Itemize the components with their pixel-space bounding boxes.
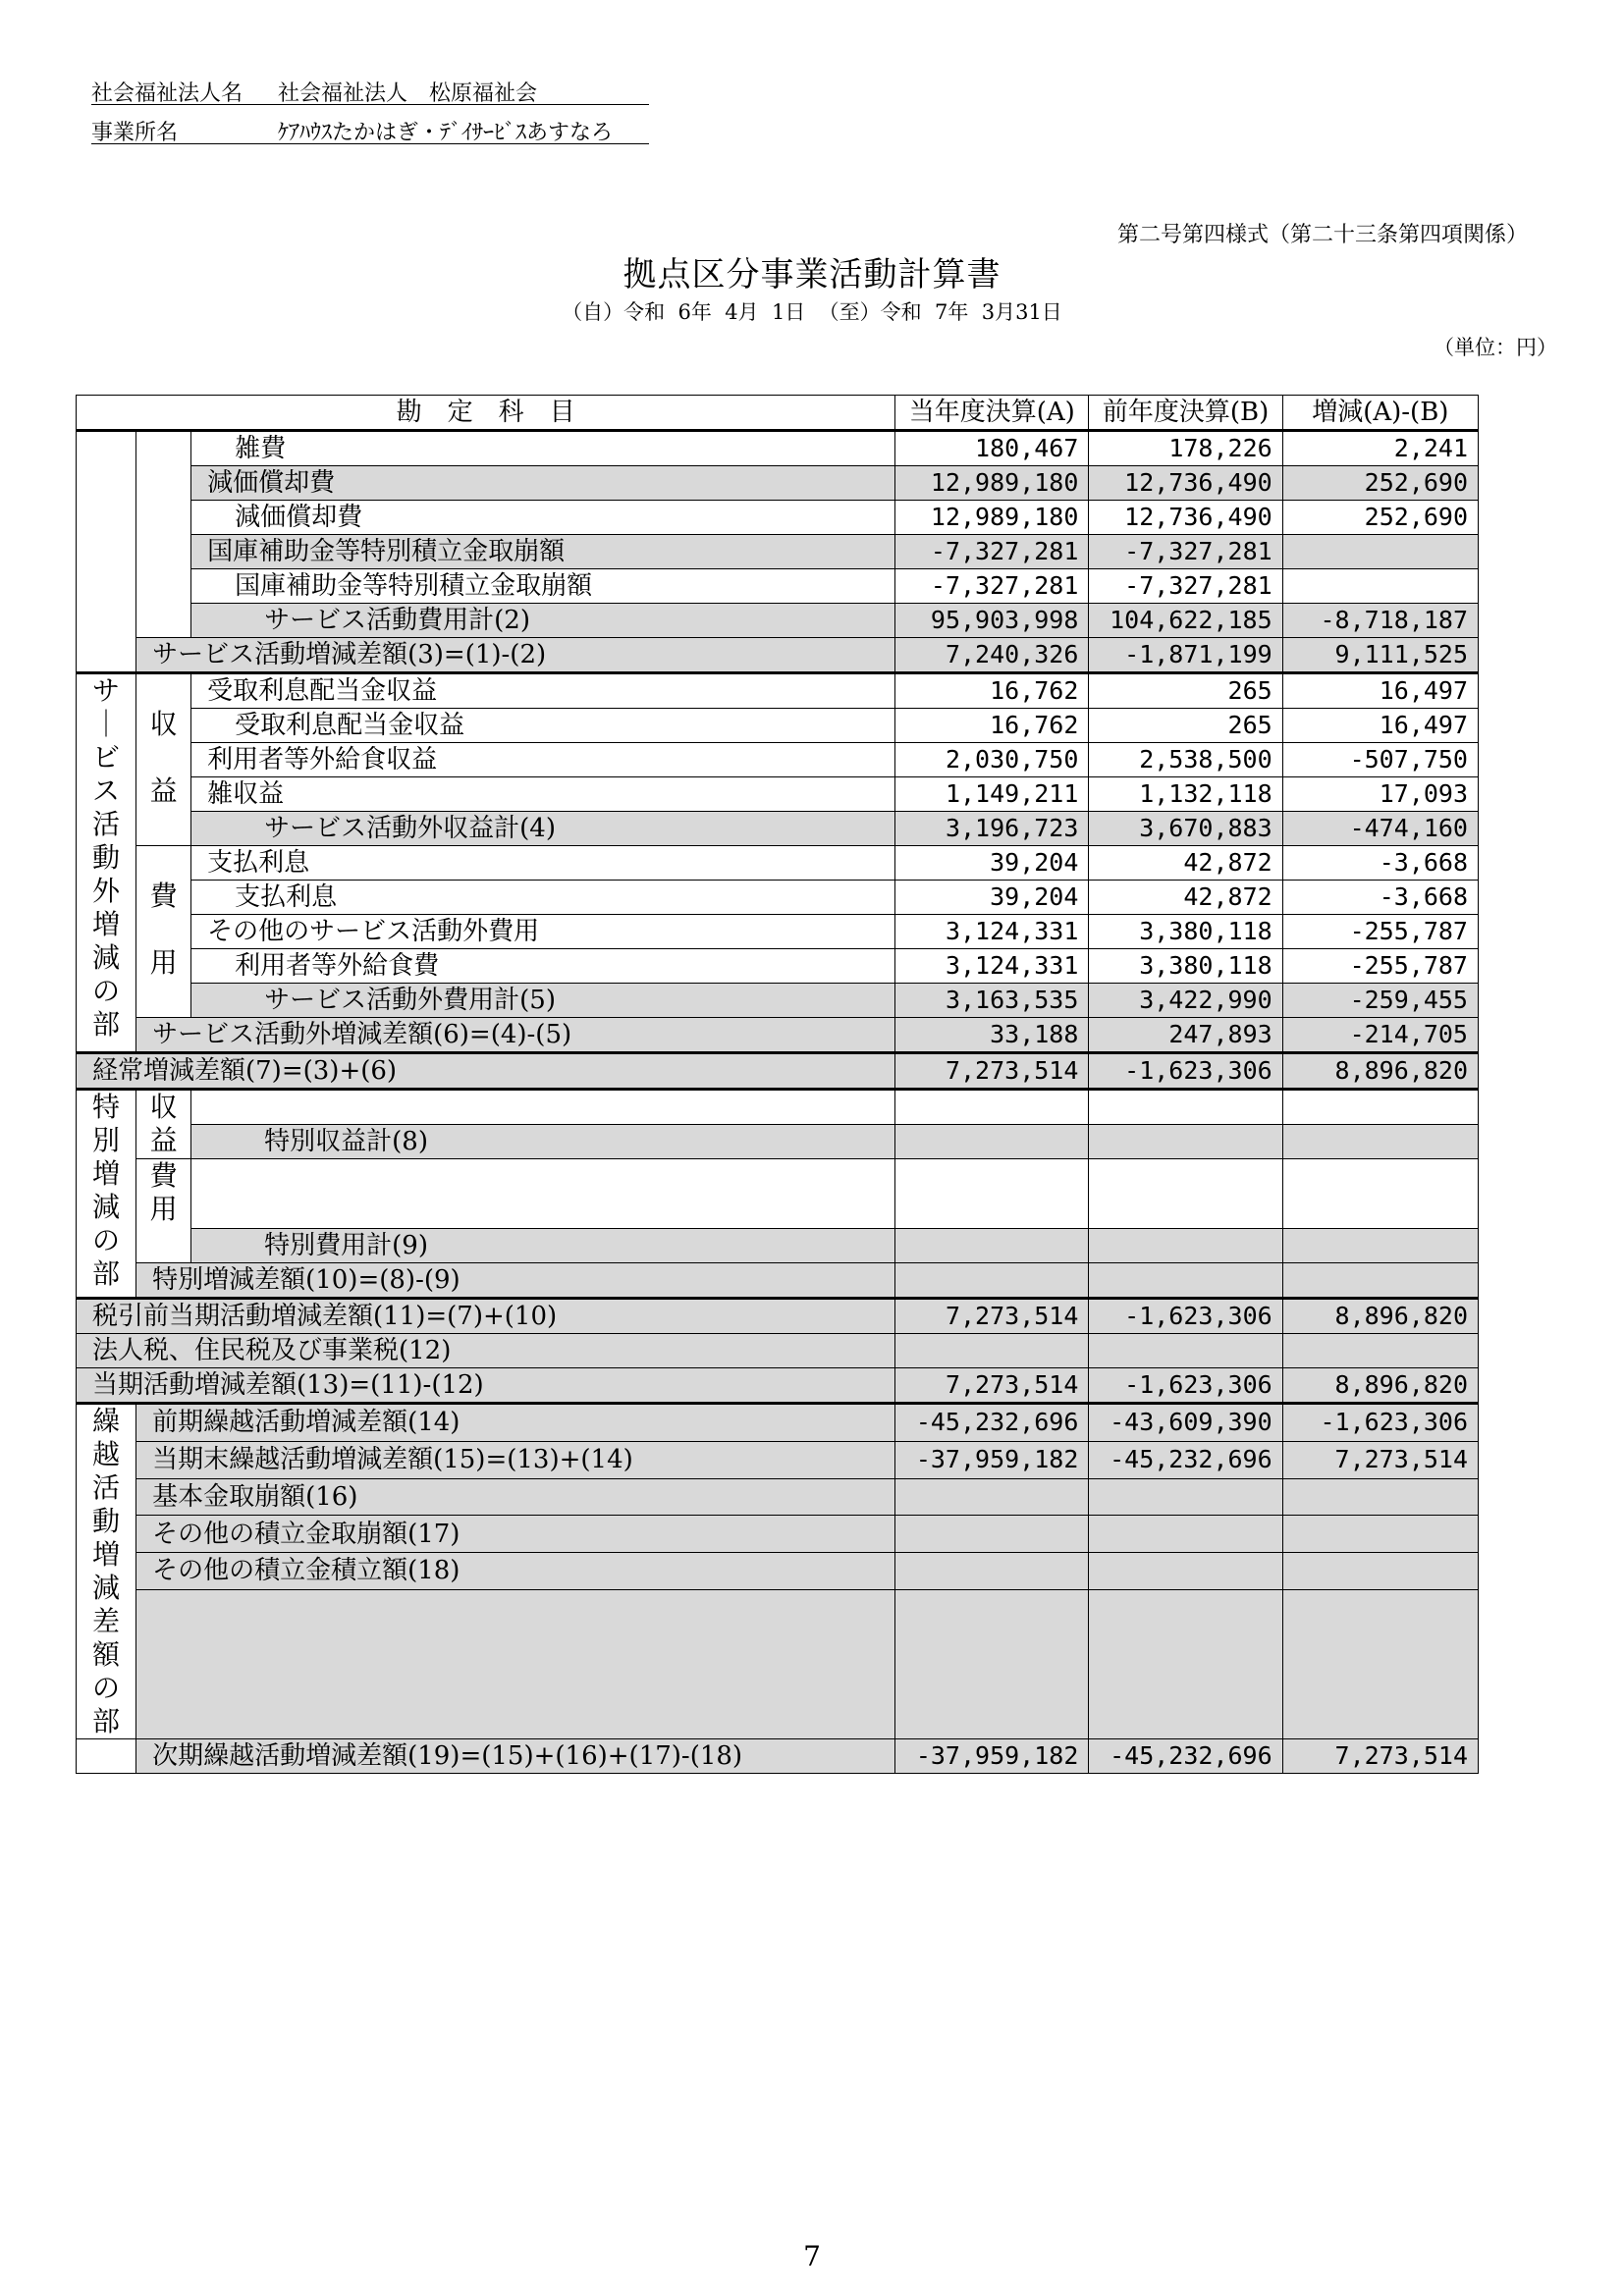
row-label: 国庫補助金等特別積立金取崩額 — [191, 569, 895, 604]
value-current: 2,030,750 — [895, 743, 1089, 777]
table-row — [77, 1053, 1479, 1090]
value-current: 33,188 — [895, 1018, 1089, 1053]
activity-statement-table — [76, 395, 1479, 1774]
value-previous: 2,538,500 — [1089, 743, 1282, 777]
group-label-special-expense: 費 用 — [136, 1159, 191, 1263]
table-row — [77, 1739, 1479, 1774]
value-diff: -507,750 — [1282, 743, 1478, 777]
value-diff: -259,455 — [1282, 984, 1478, 1018]
row-label: 前期繰越活動増減差額(14) — [136, 1404, 895, 1442]
row-label: サービス活動増減差額(3)=(1)-(2) — [136, 638, 895, 673]
row-label: 支払利息 — [191, 881, 895, 915]
value-diff: 8,896,820 — [1282, 1368, 1478, 1404]
table-row — [77, 1018, 1479, 1053]
row-label: 基本金取崩額(16) — [136, 1478, 895, 1516]
corporation-line — [91, 77, 537, 107]
value-current — [895, 1263, 1089, 1299]
value-previous — [1089, 1478, 1282, 1516]
group-label-expense — [136, 846, 191, 1018]
table-row — [77, 777, 1479, 812]
value-diff — [1282, 1090, 1478, 1125]
value-previous: -7,327,281 — [1089, 569, 1282, 604]
fiscal-period: （自）令和 6年 4月 1日 （至）令和 7年 3月31日 — [562, 300, 1062, 324]
value-diff: -1,623,306 — [1282, 1404, 1478, 1442]
table-row — [77, 915, 1479, 949]
value-current — [895, 1090, 1089, 1125]
value-current — [895, 1229, 1089, 1263]
value-current: 39,204 — [895, 846, 1089, 881]
value-previous — [1089, 1159, 1282, 1229]
table-row — [77, 743, 1479, 777]
value-diff: -474,160 — [1282, 812, 1478, 846]
value-previous — [1089, 1516, 1282, 1553]
table-row — [77, 1516, 1479, 1553]
row-label: 国庫補助金等特別積立金取崩額 — [191, 535, 895, 569]
value-previous — [1089, 1229, 1282, 1263]
expense-text: 費 用 — [149, 880, 178, 979]
row-label: 次期繰越活動増減差額(19)=(15)+(16)+(17)-(18) — [136, 1739, 895, 1774]
header-previous: 前年度決算(B) — [1089, 396, 1282, 431]
value-diff — [1282, 569, 1478, 604]
table-row — [77, 1404, 1479, 1442]
table-row — [77, 949, 1479, 984]
value-previous — [1089, 1334, 1282, 1368]
value-previous: -1,623,306 — [1089, 1053, 1282, 1090]
value-current: 7,273,514 — [895, 1299, 1089, 1334]
table-row — [77, 673, 1479, 709]
table-row — [77, 709, 1479, 743]
value-previous: -45,232,696 — [1089, 1739, 1282, 1774]
value-previous — [1089, 1263, 1282, 1299]
group-label-income — [136, 673, 191, 846]
value-previous: 247,893 — [1089, 1018, 1282, 1053]
row-label: 支払利息 — [191, 846, 895, 881]
value-previous: 12,736,490 — [1089, 501, 1282, 535]
row-label: 利用者等外給食費 — [191, 949, 895, 984]
value-diff — [1282, 1263, 1478, 1299]
table-row — [77, 1553, 1479, 1590]
table-row — [77, 501, 1479, 535]
table-row — [77, 535, 1479, 569]
value-previous — [1089, 1589, 1282, 1738]
table-row — [77, 431, 1479, 466]
table-row — [77, 1441, 1479, 1478]
row-label: その他の積立金積立額(18) — [136, 1553, 895, 1590]
value-previous: 12,736,490 — [1089, 466, 1282, 501]
page-title: 拠点区分事業活動計算書 — [623, 255, 1001, 294]
value-diff: 8,896,820 — [1282, 1053, 1478, 1090]
table-row — [77, 604, 1479, 638]
value-diff — [1282, 1334, 1478, 1368]
value-diff: 16,497 — [1282, 673, 1478, 709]
table-header-row — [77, 396, 1479, 431]
table-row — [77, 569, 1479, 604]
table-row — [77, 1125, 1479, 1159]
table-row — [77, 1229, 1479, 1263]
value-previous: 104,622,185 — [1089, 604, 1282, 638]
corporation-name: 社会福祉法人 松原福祉会 — [278, 81, 538, 106]
value-current: 3,124,331 — [895, 949, 1089, 984]
row-label: 特別収益計(8) — [191, 1125, 895, 1159]
value-current — [895, 1516, 1089, 1553]
value-diff — [1282, 1159, 1478, 1229]
value-current — [895, 1589, 1089, 1738]
table-row — [77, 466, 1479, 501]
empty-row — [191, 1159, 895, 1229]
value-current: -45,232,696 — [895, 1404, 1089, 1442]
table-row — [77, 1368, 1479, 1404]
value-diff — [1282, 1229, 1478, 1263]
value-current: 16,762 — [895, 673, 1089, 709]
row-label: サービス活動費用計(2) — [191, 604, 895, 638]
value-current: 3,196,723 — [895, 812, 1089, 846]
row-label: 当期末繰越活動増減差額(15)=(13)+(14) — [136, 1441, 895, 1478]
value-diff: 9,111,525 — [1282, 638, 1478, 673]
unit-label: （単位：円） — [1434, 336, 1557, 359]
table-row — [77, 1299, 1479, 1334]
group-label-special: 特 別 増 減 の 部 — [77, 1090, 136, 1299]
value-previous: 3,422,990 — [1089, 984, 1282, 1018]
row-label: 受取利息配当金収益 — [191, 673, 895, 709]
value-previous: 42,872 — [1089, 881, 1282, 915]
table-row — [77, 1334, 1479, 1368]
value-diff — [1282, 1516, 1478, 1553]
value-previous: -45,232,696 — [1089, 1441, 1282, 1478]
value-previous: 3,380,118 — [1089, 915, 1282, 949]
row-label: 当期活動増減差額(13)=(11)-(12) — [77, 1368, 895, 1404]
group-cell-blank — [77, 431, 136, 638]
value-previous: 265 — [1089, 673, 1282, 709]
row-label: 減価償却費 — [191, 466, 895, 501]
row-label: 特別増減差額(10)=(8)-(9) — [136, 1263, 895, 1299]
value-previous: 1,132,118 — [1089, 777, 1282, 812]
value-previous — [1089, 1125, 1282, 1159]
value-current: 12,989,180 — [895, 466, 1089, 501]
table-row — [77, 1263, 1479, 1299]
value-current — [895, 1478, 1089, 1516]
row-label: 雑収益 — [191, 777, 895, 812]
office-name: ｹｱﾊｳｽたかはぎ・ﾃﾞｲｻｰﾋﾞｽあすなろ — [278, 121, 614, 145]
value-current: 95,903,998 — [895, 604, 1089, 638]
table-row — [77, 1090, 1479, 1125]
value-current: 3,163,535 — [895, 984, 1089, 1018]
value-current: 3,124,331 — [895, 915, 1089, 949]
header-rule — [91, 143, 649, 144]
value-previous: -43,609,390 — [1089, 1404, 1282, 1442]
page-number: 7 — [803, 2240, 821, 2272]
row-label: 雑費 — [191, 431, 895, 466]
table-row — [77, 881, 1479, 915]
value-diff: 252,690 — [1282, 501, 1478, 535]
row-label: その他のサービス活動外費用 — [191, 915, 895, 949]
income-text: 収 益 — [149, 708, 178, 807]
value-current: 12,989,180 — [895, 501, 1089, 535]
row-label: サービス活動外収益計(4) — [191, 812, 895, 846]
row-label: 経常増減差額(7)=(3)+(6) — [77, 1053, 895, 1090]
value-diff: 16,497 — [1282, 709, 1478, 743]
value-current: -7,327,281 — [895, 535, 1089, 569]
value-current — [895, 1159, 1089, 1229]
value-diff — [1282, 1478, 1478, 1516]
value-previous: 3,670,883 — [1089, 812, 1282, 846]
group-label-special-income: 収 益 — [136, 1090, 191, 1159]
value-diff: 7,273,514 — [1282, 1441, 1478, 1478]
value-diff: 252,690 — [1282, 466, 1478, 501]
value-diff: 2,241 — [1282, 431, 1478, 466]
value-previous: -1,871,199 — [1089, 638, 1282, 673]
value-current: 7,273,514 — [895, 1368, 1089, 1404]
value-previous: -1,623,306 — [1089, 1368, 1282, 1404]
value-current: 16,762 — [895, 709, 1089, 743]
office-line — [91, 116, 613, 146]
value-previous: -7,327,281 — [1089, 535, 1282, 569]
value-diff — [1282, 535, 1478, 569]
row-label: 利用者等外給食収益 — [191, 743, 895, 777]
value-diff: 17,093 — [1282, 777, 1478, 812]
value-diff: -255,787 — [1282, 915, 1478, 949]
value-current: 1,149,211 — [895, 777, 1089, 812]
value-diff: 8,896,820 — [1282, 1299, 1478, 1334]
value-diff — [1282, 1125, 1478, 1159]
value-diff: -255,787 — [1282, 949, 1478, 984]
row-label: サービス活動外費用計(5) — [191, 984, 895, 1018]
group-label-non-service: サ ｜ ビ ス 活 動 外 増 減 の 部 — [77, 673, 136, 1053]
value-current: -37,959,182 — [895, 1441, 1089, 1478]
header-account: 勘 定 科 目 — [77, 396, 895, 431]
header-current: 当年度決算(A) — [895, 396, 1089, 431]
group-cell-blank — [136, 431, 191, 638]
empty-row — [191, 1090, 895, 1125]
value-current — [895, 1125, 1089, 1159]
group-cell-blank — [77, 638, 136, 673]
value-current: -7,327,281 — [895, 569, 1089, 604]
row-label: 税引前当期活動増減差額(11)=(7)+(10) — [77, 1299, 895, 1334]
value-previous: -1,623,306 — [1089, 1299, 1282, 1334]
row-label: 受取利息配当金収益 — [191, 709, 895, 743]
value-diff: -214,705 — [1282, 1018, 1478, 1053]
office-label: 事業所名 — [91, 121, 179, 145]
row-label: サービス活動外増減差額(6)=(4)-(5) — [136, 1018, 895, 1053]
value-current — [895, 1553, 1089, 1590]
value-diff: -3,668 — [1282, 881, 1478, 915]
value-current — [895, 1334, 1089, 1368]
value-previous: 178,226 — [1089, 431, 1282, 466]
form-number: 第二号第四様式（第二十三条第四項関係） — [1116, 223, 1528, 247]
row-label: 特別費用計(9) — [191, 1229, 895, 1263]
value-previous: 42,872 — [1089, 846, 1282, 881]
table-row — [77, 984, 1479, 1018]
group-label-carry: 繰 越 活 動 増 減 差 額 の 部 — [77, 1404, 136, 1739]
table-row — [77, 1589, 1479, 1738]
header-rule — [91, 104, 649, 105]
table-row — [77, 846, 1479, 881]
value-current: 7,273,514 — [895, 1053, 1089, 1090]
table-row — [77, 638, 1479, 673]
value-current: 7,240,326 — [895, 638, 1089, 673]
row-label: 法人税、住民税及び事業税(12) — [77, 1334, 895, 1368]
value-current: 180,467 — [895, 431, 1089, 466]
row-label: その他の積立金取崩額(17) — [136, 1516, 895, 1553]
row-label: 減価償却費 — [191, 501, 895, 535]
value-diff: -8,718,187 — [1282, 604, 1478, 638]
value-previous — [1089, 1553, 1282, 1590]
value-diff: 7,273,514 — [1282, 1739, 1478, 1774]
value-diff: -3,668 — [1282, 846, 1478, 881]
table-row — [77, 1478, 1479, 1516]
header-diff: 増減(A)-(B) — [1282, 396, 1478, 431]
value-current: -37,959,182 — [895, 1739, 1089, 1774]
group-cell-blank — [77, 1739, 136, 1774]
table-row — [77, 1159, 1479, 1229]
value-diff — [1282, 1589, 1478, 1738]
corporation-label: 社会福祉法人名 — [91, 81, 244, 106]
value-diff — [1282, 1553, 1478, 1590]
value-previous — [1089, 1090, 1282, 1125]
value-current: 39,204 — [895, 881, 1089, 915]
value-previous: 3,380,118 — [1089, 949, 1282, 984]
table-row — [77, 812, 1479, 846]
value-previous: 265 — [1089, 709, 1282, 743]
empty-row — [136, 1589, 895, 1738]
